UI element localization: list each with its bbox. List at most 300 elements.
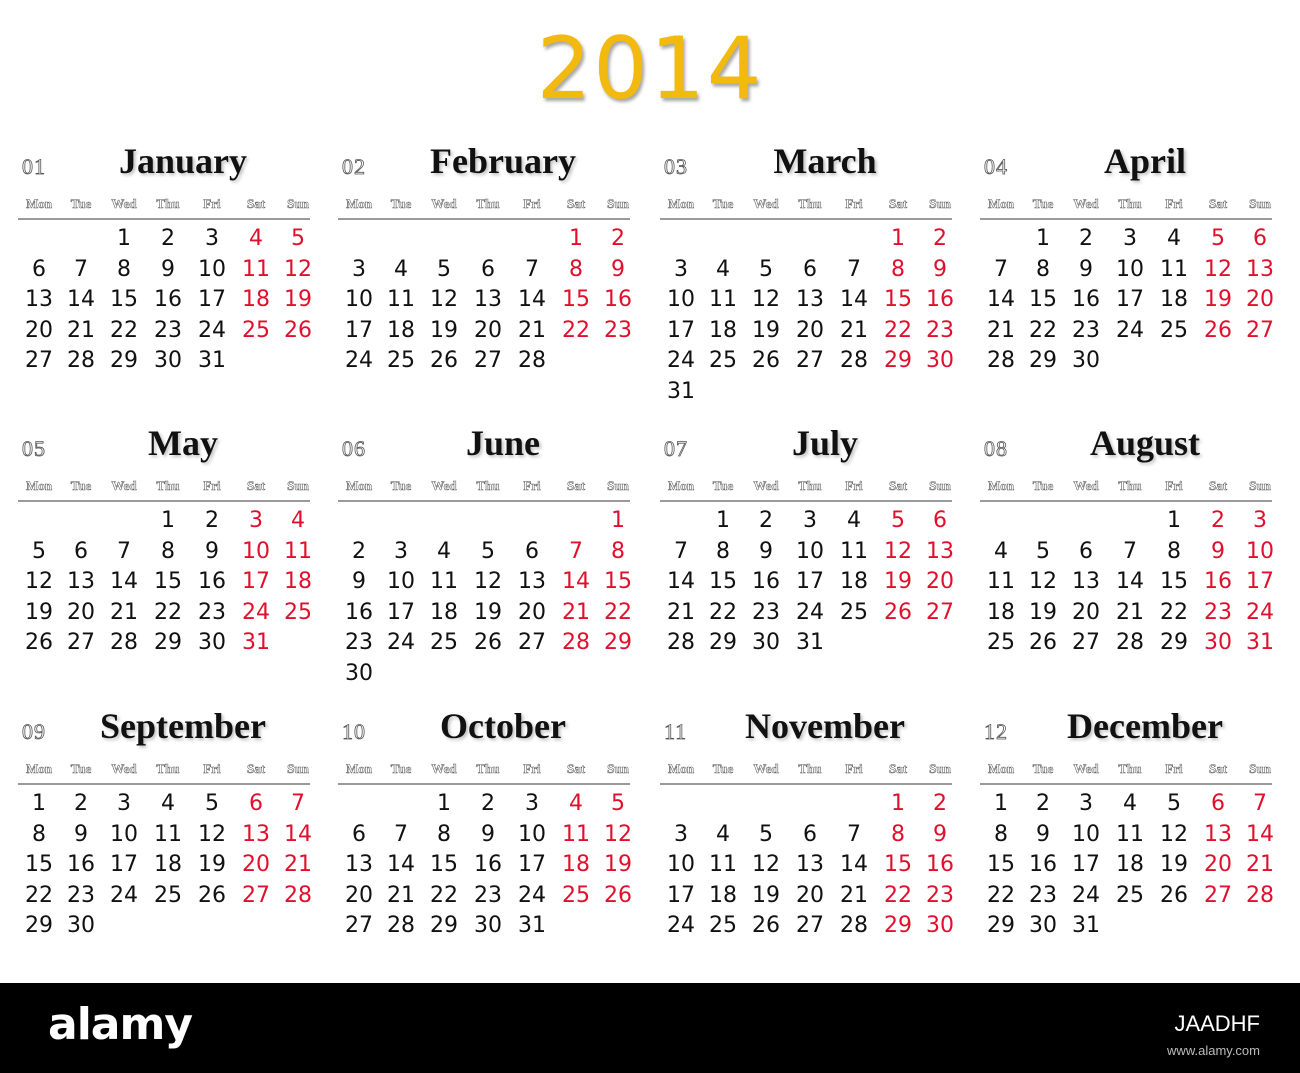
day-cell: 18 (1160, 287, 1188, 312)
day-cell: 23 (926, 882, 954, 908)
day-cell: 25 (284, 599, 312, 625)
day-cell: 14 (67, 287, 95, 312)
weekday-header (338, 761, 630, 785)
day-cell: 10 (110, 821, 138, 847)
day-cell: 7 (1253, 791, 1267, 816)
day-cell: 16 (604, 287, 632, 312)
day-cell: 8 (891, 821, 905, 847)
day-cell: 3 (674, 821, 688, 847)
day-cell: 6 (352, 821, 366, 847)
day-cell: 30 (345, 660, 373, 686)
day-cell: 16 (1204, 569, 1232, 594)
day-cell: 17 (667, 317, 695, 343)
day-cell: 30 (926, 348, 954, 373)
day-cell: 22 (884, 317, 912, 343)
month-may (18, 422, 318, 692)
weekday-header (338, 478, 630, 502)
day-cell: 14 (562, 569, 590, 594)
day-cell: 4 (716, 256, 730, 282)
day-cell: 21 (1246, 852, 1274, 877)
weekday-label: Tue (1032, 478, 1054, 493)
day-cell: 20 (345, 882, 373, 908)
month-name: April (1103, 141, 1186, 181)
day-cell: 26 (25, 630, 53, 655)
weekday-label: Sun (607, 478, 629, 493)
day-cell: 16 (926, 287, 954, 312)
day-cell: 11 (1116, 821, 1144, 847)
day-cell: 3 (803, 508, 817, 533)
weekday-label: Wed (111, 196, 137, 211)
weekday-label: Wed (111, 761, 137, 776)
day-cell: 15 (562, 287, 590, 312)
day-cell: 5 (205, 791, 219, 816)
day-cell: 16 (345, 599, 373, 625)
day-cell: 2 (933, 226, 947, 251)
day-cell: 22 (884, 882, 912, 908)
weekday-label: Sat (888, 196, 908, 211)
day-cell: 26 (474, 630, 502, 655)
day-cell: 25 (709, 913, 737, 938)
day-grid (18, 224, 318, 414)
day-cell: 27 (926, 599, 954, 625)
day-cell: 27 (474, 348, 502, 373)
day-cell: 5 (1211, 226, 1225, 251)
weekday-label: Fri (523, 196, 541, 211)
day-cell: 7 (674, 538, 688, 564)
day-cell: 22 (430, 882, 458, 908)
day-cell: 3 (117, 791, 131, 816)
day-cell: 21 (840, 317, 868, 343)
weekday-label: Sun (929, 761, 951, 776)
weekday-label: Wed (753, 196, 779, 211)
day-cell: 17 (667, 882, 695, 908)
day-cell: 3 (1253, 508, 1267, 533)
day-grid (980, 224, 1280, 414)
day-cell: 13 (1246, 256, 1274, 282)
day-cell: 24 (1246, 599, 1274, 625)
day-cell: 31 (242, 630, 270, 655)
month-number: 09 (22, 719, 46, 744)
day-cell: 31 (198, 348, 226, 373)
day-cell: 30 (752, 630, 780, 655)
weekday-label: Tue (712, 761, 734, 776)
month-december (980, 705, 1280, 975)
day-cell: 2 (205, 508, 219, 533)
day-cell: 19 (474, 599, 502, 625)
day-cell: 16 (1029, 852, 1057, 877)
day-cell: 24 (110, 882, 138, 908)
day-cell: 18 (987, 599, 1015, 625)
day-cell: 13 (796, 852, 824, 877)
day-cell: 17 (198, 287, 226, 312)
day-cell: 27 (796, 348, 824, 373)
day-cell: 13 (242, 821, 270, 847)
day-cell: 3 (525, 791, 539, 816)
day-cell: 13 (67, 569, 95, 594)
day-cell: 21 (110, 599, 138, 625)
day-cell: 23 (1029, 882, 1057, 908)
day-cell: 31 (1072, 913, 1100, 938)
day-cell: 28 (110, 630, 138, 655)
weekday-label: Tue (390, 478, 412, 493)
day-cell: 28 (387, 913, 415, 938)
day-cell: 11 (284, 538, 312, 564)
month-number: 06 (342, 436, 366, 461)
day-cell: 12 (884, 538, 912, 564)
day-cell: 23 (926, 317, 954, 343)
day-cell: 15 (987, 852, 1015, 877)
day-grid (660, 506, 960, 696)
weekday-label: Sun (287, 196, 309, 211)
day-cell: 23 (604, 317, 632, 343)
weekday-label: Fri (1165, 478, 1183, 493)
month-october (338, 705, 638, 975)
month-number: 11 (664, 719, 688, 744)
day-cell: 23 (1204, 599, 1232, 625)
day-cell: 20 (1204, 852, 1232, 877)
weekday-label: Fri (845, 761, 863, 776)
weekday-label: Tue (1032, 196, 1054, 211)
day-cell: 20 (796, 882, 824, 908)
day-cell: 12 (1204, 256, 1232, 282)
day-grid (338, 224, 638, 414)
day-cell: 29 (110, 348, 138, 373)
day-cell: 26 (1029, 630, 1057, 655)
weekday-header (18, 761, 310, 785)
day-grid (338, 506, 638, 696)
month-number: 10 (342, 719, 366, 744)
month-name: June (465, 423, 541, 463)
day-cell: 12 (752, 287, 780, 312)
weekday-label: Mon (988, 478, 1014, 493)
day-cell: 30 (474, 913, 502, 938)
day-cell: 12 (604, 821, 632, 847)
day-cell: 29 (604, 630, 632, 655)
day-cell: 29 (987, 913, 1015, 938)
month-number: 01 (22, 154, 46, 179)
day-cell: 2 (1036, 791, 1050, 816)
day-cell: 23 (67, 882, 95, 908)
day-cell: 20 (926, 569, 954, 594)
day-cell: 22 (154, 599, 182, 625)
day-cell: 5 (1167, 791, 1181, 816)
day-cell: 6 (933, 508, 947, 533)
day-cell: 24 (518, 882, 546, 908)
weekday-label: Tue (70, 196, 92, 211)
day-cell: 12 (284, 256, 312, 282)
day-cell: 27 (518, 630, 546, 655)
weekday-label: Tue (712, 196, 734, 211)
weekday-label: Thu (476, 196, 500, 211)
day-cell: 17 (387, 599, 415, 625)
day-cell: 6 (1253, 226, 1267, 251)
day-cell: 18 (242, 287, 270, 312)
day-cell: 6 (1211, 791, 1225, 816)
month-number: 08 (984, 436, 1008, 461)
day-cell: 29 (25, 913, 53, 938)
day-cell: 2 (352, 538, 366, 564)
day-cell: 4 (716, 821, 730, 847)
weekday-label: Thu (156, 196, 180, 211)
day-cell: 2 (1211, 508, 1225, 533)
day-cell: 17 (1246, 569, 1274, 594)
day-cell: 20 (242, 852, 270, 877)
day-cell: 2 (481, 791, 495, 816)
weekday-label: Sat (1208, 196, 1228, 211)
weekday-label: Wed (1073, 761, 1099, 776)
day-cell: 18 (709, 882, 737, 908)
day-cell: 19 (884, 569, 912, 594)
day-cell: 10 (796, 538, 824, 564)
day-cell: 10 (387, 569, 415, 594)
day-cell: 16 (474, 852, 502, 877)
month-name: August (1089, 423, 1201, 463)
day-cell: 7 (847, 821, 861, 847)
day-cell: 21 (1116, 599, 1144, 625)
weekday-label: Thu (476, 761, 500, 776)
day-cell: 15 (25, 852, 53, 877)
weekday-label: Fri (845, 196, 863, 211)
day-cell: 11 (709, 287, 737, 312)
day-cell: 17 (242, 569, 270, 594)
day-cell: 8 (161, 538, 175, 564)
weekday-header (660, 478, 952, 502)
month-september (18, 705, 318, 975)
month-name: January (118, 141, 248, 181)
day-cell: 23 (198, 599, 226, 625)
day-cell: 12 (430, 287, 458, 312)
day-cell: 30 (1072, 348, 1100, 373)
weekday-label: Thu (798, 196, 822, 211)
day-cell: 1 (1167, 508, 1181, 533)
day-cell: 13 (474, 287, 502, 312)
day-cell: 9 (1079, 256, 1093, 282)
day-cell: 10 (518, 821, 546, 847)
day-cell: 27 (67, 630, 95, 655)
day-cell: 16 (926, 852, 954, 877)
day-cell: 7 (117, 538, 131, 564)
day-cell: 7 (569, 538, 583, 564)
day-cell: 12 (25, 569, 53, 594)
day-cell: 16 (154, 287, 182, 312)
weekday-header (660, 761, 952, 785)
day-cell: 10 (1116, 256, 1144, 282)
day-cell: 15 (1160, 569, 1188, 594)
day-cell: 18 (1116, 852, 1144, 877)
day-cell: 6 (32, 256, 46, 282)
weekday-label: Thu (1118, 478, 1142, 493)
day-cell: 14 (987, 287, 1015, 312)
weekday-label: Wed (753, 761, 779, 776)
day-cell: 27 (1246, 317, 1274, 343)
month-number: 03 (664, 154, 688, 179)
day-cell: 3 (1123, 226, 1137, 251)
weekday-label: Sat (246, 478, 266, 493)
day-cell: 18 (430, 599, 458, 625)
day-cell: 9 (933, 256, 947, 282)
footer-bar (0, 983, 1300, 1073)
day-cell: 24 (667, 913, 695, 938)
month-number: 04 (984, 154, 1008, 179)
day-cell: 14 (518, 287, 546, 312)
day-cell: 17 (796, 569, 824, 594)
day-cell: 16 (67, 852, 95, 877)
weekday-label: Thu (1118, 761, 1142, 776)
day-cell: 21 (67, 317, 95, 343)
day-cell: 31 (667, 378, 695, 404)
month-february (338, 140, 638, 410)
day-cell: 24 (1072, 882, 1100, 908)
day-cell: 21 (387, 882, 415, 908)
weekday-label: Mon (346, 761, 372, 776)
weekday-label: Wed (111, 478, 137, 493)
weekday-label: Sat (888, 478, 908, 493)
day-cell: 23 (1072, 317, 1100, 343)
footer-url: www.alamy.com (1167, 1043, 1260, 1058)
day-cell: 5 (1036, 538, 1050, 564)
day-cell: 7 (74, 256, 88, 282)
weekday-label: Sun (1249, 761, 1271, 776)
weekday-label: Tue (70, 761, 92, 776)
day-cell: 31 (518, 913, 546, 938)
weekday-label: Mon (346, 478, 372, 493)
day-cell: 8 (117, 256, 131, 282)
day-cell: 6 (803, 256, 817, 282)
day-cell: 18 (284, 569, 312, 594)
day-cell: 28 (1116, 630, 1144, 655)
weekday-label: Sat (888, 761, 908, 776)
day-cell: 16 (1072, 287, 1100, 312)
day-cell: 19 (604, 852, 632, 877)
weekday-label: Sat (566, 761, 586, 776)
weekday-label: Thu (798, 478, 822, 493)
weekday-label: Sun (929, 478, 951, 493)
day-cell: 19 (752, 882, 780, 908)
day-cell: 10 (1246, 538, 1274, 564)
day-cell: 28 (67, 348, 95, 373)
day-cell: 21 (562, 599, 590, 625)
day-cell: 5 (437, 256, 451, 282)
month-number: 07 (664, 436, 688, 461)
month-name: February (430, 141, 576, 181)
month-name: November (745, 706, 905, 746)
weekday-label: Fri (523, 761, 541, 776)
day-cell: 11 (242, 256, 270, 282)
day-cell: 27 (1072, 630, 1100, 655)
weekday-label: Wed (1073, 478, 1099, 493)
weekday-label: Tue (712, 478, 734, 493)
day-cell: 28 (840, 913, 868, 938)
day-grid (338, 789, 638, 979)
day-cell: 15 (1029, 287, 1057, 312)
day-cell: 9 (74, 821, 88, 847)
day-cell: 15 (110, 287, 138, 312)
day-cell: 26 (430, 348, 458, 373)
weekday-label: Fri (1165, 761, 1183, 776)
day-cell: 29 (1160, 630, 1188, 655)
day-cell: 20 (67, 599, 95, 625)
weekday-label: Tue (390, 196, 412, 211)
day-cell: 3 (352, 256, 366, 282)
weekday-label: Sun (287, 761, 309, 776)
day-cell: 6 (74, 538, 88, 564)
day-cell: 27 (25, 348, 53, 373)
day-cell: 24 (387, 630, 415, 655)
day-cell: 22 (604, 599, 632, 625)
weekday-label: Mon (668, 478, 694, 493)
day-cell: 11 (987, 569, 1015, 594)
day-cell: 15 (430, 852, 458, 877)
day-cell: 23 (752, 599, 780, 625)
weekday-label: Sun (1249, 196, 1271, 211)
day-cell: 20 (25, 317, 53, 343)
day-cell: 24 (242, 599, 270, 625)
day-cell: 10 (667, 287, 695, 312)
day-cell: 19 (430, 317, 458, 343)
day-cell: 23 (154, 317, 182, 343)
day-cell: 3 (249, 508, 263, 533)
day-cell: 1 (161, 508, 175, 533)
day-cell: 13 (796, 287, 824, 312)
weekday-header (18, 478, 310, 502)
day-cell: 7 (1123, 538, 1137, 564)
day-cell: 26 (1160, 882, 1188, 908)
day-cell: 25 (709, 348, 737, 373)
month-august (980, 422, 1280, 692)
weekday-label: Fri (203, 478, 221, 493)
day-cell: 4 (394, 256, 408, 282)
day-cell: 6 (525, 538, 539, 564)
weekday-label: Fri (523, 478, 541, 493)
day-cell: 28 (518, 348, 546, 373)
day-cell: 12 (1029, 569, 1057, 594)
weekday-label: Fri (1165, 196, 1183, 211)
month-name: October (440, 706, 566, 746)
day-cell: 31 (796, 630, 824, 655)
day-cell: 18 (562, 852, 590, 877)
day-cell: 14 (1116, 569, 1144, 594)
day-cell: 28 (1246, 882, 1274, 908)
day-cell: 8 (994, 821, 1008, 847)
month-july (660, 422, 960, 692)
weekday-label: Sun (929, 196, 951, 211)
day-cell: 19 (1160, 852, 1188, 877)
day-cell: 1 (891, 791, 905, 816)
day-cell: 21 (840, 882, 868, 908)
day-cell: 13 (345, 852, 373, 877)
day-cell: 26 (752, 913, 780, 938)
day-cell: 9 (205, 538, 219, 564)
day-grid (18, 789, 318, 979)
month-march (660, 140, 960, 410)
day-cell: 27 (345, 913, 373, 938)
day-cell: 26 (884, 599, 912, 625)
day-cell: 8 (891, 256, 905, 282)
day-cell: 18 (154, 852, 182, 877)
day-cell: 25 (562, 882, 590, 908)
day-cell: 7 (847, 256, 861, 282)
month-number: 12 (984, 719, 1008, 744)
day-cell: 2 (1079, 226, 1093, 251)
day-cell: 11 (709, 852, 737, 877)
day-cell: 15 (604, 569, 632, 594)
weekday-label: Fri (203, 761, 221, 776)
weekday-label: Mon (26, 478, 52, 493)
weekday-label: Sun (287, 478, 309, 493)
day-cell: 11 (1160, 256, 1188, 282)
day-cell: 26 (1204, 317, 1232, 343)
day-cell: 5 (481, 538, 495, 564)
